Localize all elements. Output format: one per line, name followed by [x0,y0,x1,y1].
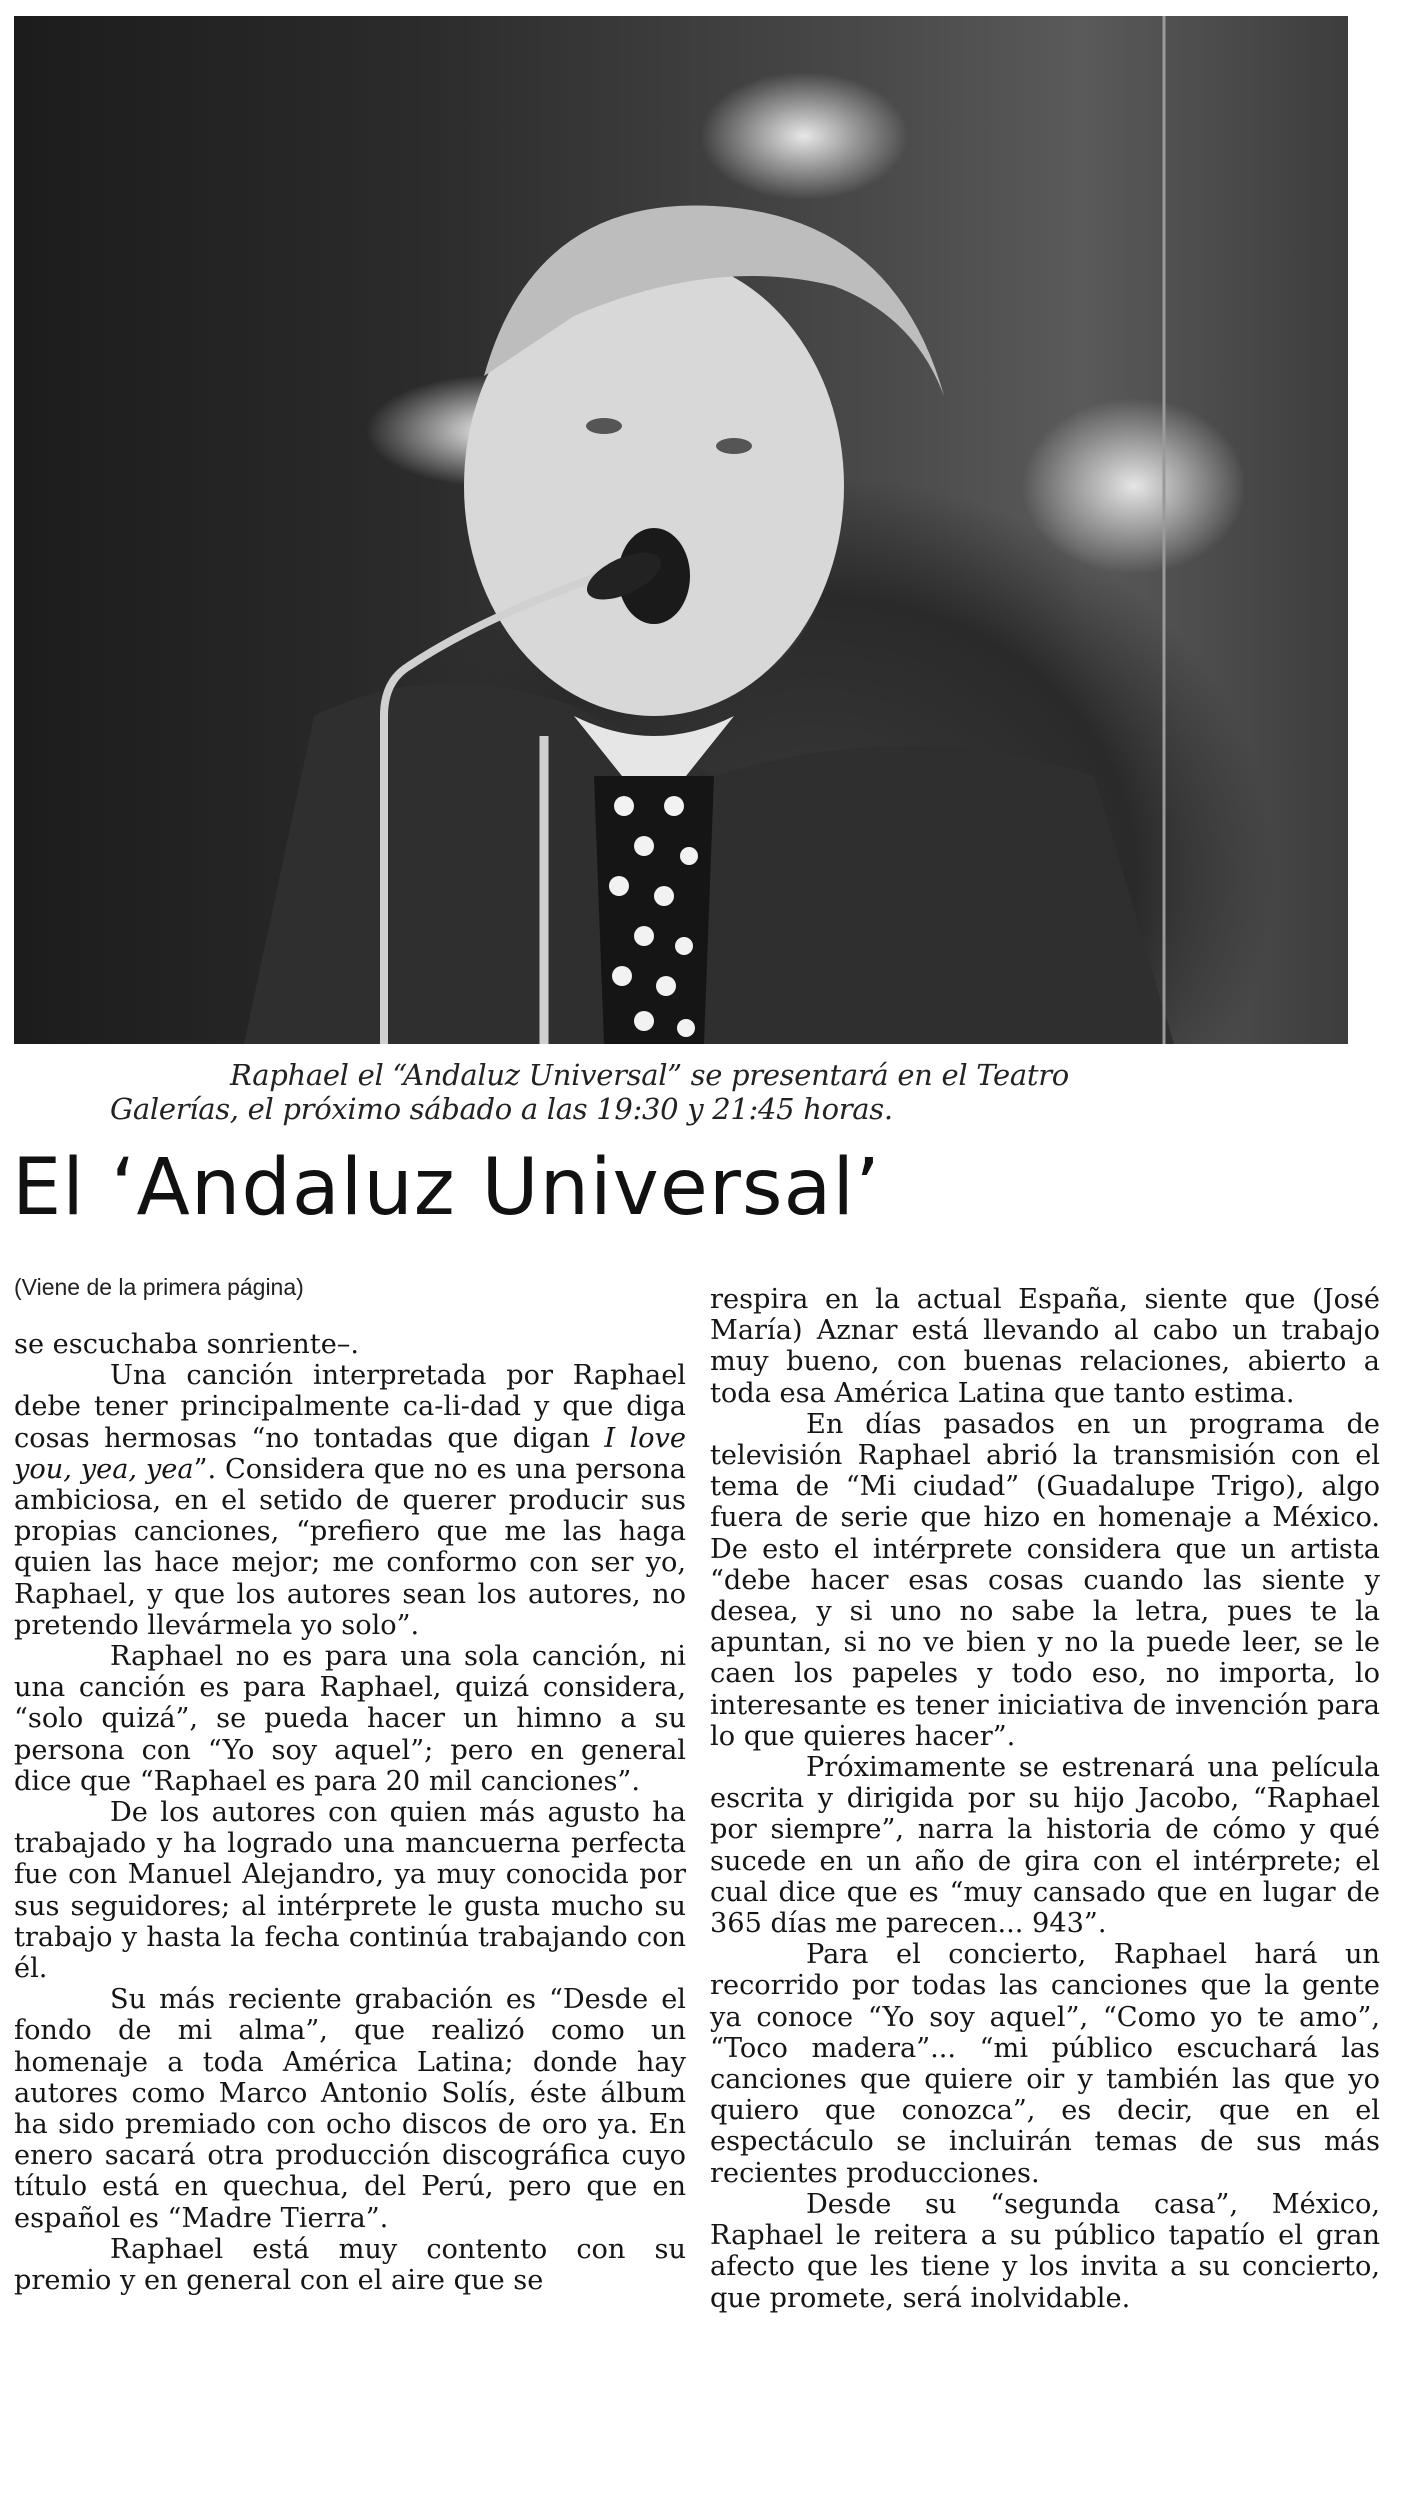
article-column-left [14,1329,686,2296]
eye-shape [716,438,752,454]
continued-from-note: (Viene de la primera página) [14,1274,304,1300]
tie-shape [594,776,714,1044]
eye-shape [586,418,622,434]
paragraph: Raphael está muy contento con su premio y en general con el aire que se [14,2233,686,2297]
paragraph-text: ”. Considera que no es una persona ambiciosa, en el setido de querer producir sus propias canciones, “prefiero que me las haga quien las hace mejor; me conformo con ser yo, Raphael, y que los autores sean los autores, no pretendo llevármela yo solo”. [14,1453,687,1641]
caption-line-2: Galerías, el próximo sábado a las 19:30 y 21:45 horas. [110,1092,893,1126]
paragraph-text: Una canción interpretada por Raphael debe tener principalmente ca-li-dad y que diga cosas hermosas “no tontadas que digan [14,1360,686,1454]
paragraph: Para el concierto, Raphael hará un recorrido por todas las canciones que la gente ya conoce “Yo soy aquel”, “Como yo te amo”, “Toco madera”... “mi público escuchará las canciones que quiere oir y también las que yo quiero que conozca”, es decir, que en el espectáculo se incluirán temas de sus más recientes producciones. [710,1939,1380,2189]
article-column-right [710,1284,1380,2314]
caption-line-1: Raphael el “Andaluz Universal” se presentará en el Teatro [230,1058,1069,1092]
paragraph: se escuchaba sonriente–. [14,1329,360,1360]
paragraph [14,1360,686,1641]
article-headline: El ‘Andaluz Universal’ [12,1143,881,1233]
paragraph: Desde su “segunda casa”, México, Raphael le reitera a su público tapatío el gran afecto que les tiene y los invita a su concierto, que promete, será inolvidable. [710,2188,1380,2314]
article-photo [14,16,1348,1044]
paragraph: De los autores con quien más agusto ha trabajado y ha logrado una mancuerna perfecta fue con Manuel Alejandro, ya muy conocida por sus seguidores; al intérprete le gusta mucho su trabajo y hasta la fecha continúa trabajando con él. [14,1797,686,1985]
paragraph: Raphael no es para una sola canción, ni una canción es para Raphael, quizá considera, “solo quizá”, se pueda hacer un himno a su persona con “Yo soy aquel”; pero en general dice que “Raphael es para 20 mil canciones”. [14,1641,686,1797]
paragraph: En días pasados en un programa de televisión Raphael abrió la transmisión con el tema de “Mi ciudad” (Guadalupe Trigo), algo fuera de serie que hizo en homenaje a México. De esto el intérprete considera que un artista “debe hacer esas cosas cuando las siente y desea, y si uno no sabe la letra, pues te la apuntan, si no ve bien y no la puede leer, se le caen los papeles y todo eso, no importa, lo interesante es tener iniciativa de invención para lo que quieres hacer”. [710,1408,1380,1752]
singer-illustration [14,16,1348,1044]
paragraph: respira en la actual España, siente que (José María) Aznar está llevando al cabo un trabajo muy bueno, con buenas relaciones, abierto a toda esa América Latina que tanto estima. [710,1284,1380,1409]
paragraph: Su más reciente grabación es “Desde el fondo de mi alma”, que realizó como un homenaje a toda América Latina; donde hay autores como Marco Antonio Solís, éste álbum ha sido premiado con ocho discos de oro ya. En enero sacará otra producción discográfica cuyo título está en quechua, del Perú, pero que en español es “Madre Tierra”. [14,1984,686,2234]
paragraph: Próximamente se estrenará una película escrita y dirigida por su hijo Jacobo, “Raphael por siempre”, narra la historia de cómo y qué sucede en un año de gira con el intérprete; el cual dice que es “muy cansado que en lugar de 365 días me parecen... 943”. [710,1752,1380,1940]
photo-caption [110,1058,1360,1126]
quoted-lyric: I love you, yea, yea [14,1422,686,1485]
